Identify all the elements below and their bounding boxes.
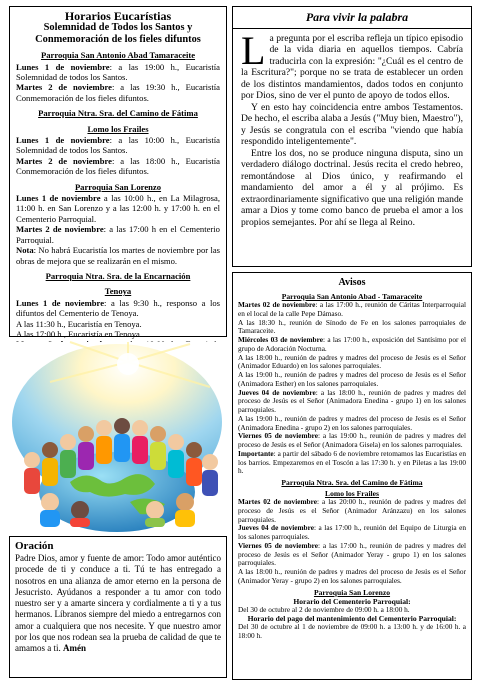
vivir-paragraph-3: Entre los dos, no se produce ninguna disputa, sino un verdadero diálogo doctrinal. Jesús recita el credo hebreo, remontándose al Dios único, y reafirmando el mandamiento del amor a él y al prójimo. Es extraordinariamente significativo que una religión mande amar a Dios y tome como banco de prueba el amor a los propios semejantes. Por ahí se llega al Reino. [241,147,463,228]
aviso-entry [238,432,466,450]
parish-heading: Parroquia San Lorenzo [74,181,162,192]
schedule-entry [16,193,220,224]
aviso-date: Jueves 04 de noviembre [238,387,316,397]
oracion-amen: Amén [63,643,86,654]
schedule-entry [16,245,220,266]
aviso-text: : a las 17:00 h., reunión de Cáritas Interparroquial en el local de la calle Pepe Dámaso. [238,300,466,318]
entry-date: Lunes 1 de noviembre [16,193,101,204]
schedule-entry [16,319,220,329]
vivir-paragraph-1: a pregunta por el escriba refleja un típico episodio de la vida diaria en aquellos tiempos. Cabría traducirla con la expresión: "¿Cuál es el centro de la Escritura?"; porque no se trata de establecer un orden de los distintos mandamientos, dados todos en conjunto por Dios, sino de ver el punto de apoyo de todos ellos. [241,32,463,101]
aviso-entry [238,450,466,476]
aviso-text: : a las 17:00 h., exposición del Santísimo por el grupo de Adoración Nocturna. [238,335,466,353]
entry-text: : No habrá Eucaristía los martes de noviembre por las obras de mejora que se realizarán en el mismo. [16,245,220,266]
schedule-entry [16,156,220,177]
entry-text: A las 17:00 h., Eucaristía en Tenoya. [16,328,142,339]
oracion-text [15,553,221,655]
entry-date: Nota [16,245,34,256]
entry-date: Martes 2 de noviembre [16,224,104,235]
aviso-entry [238,389,466,415]
parish-heading: Parroquia San Antonio Abad Tamaraceite [40,50,196,61]
aviso-entry [238,498,466,524]
horarios-subtitle: Solemnidad de Todos los Santos y Conmemoración de los fieles difuntos [35,22,201,45]
aviso-entry [238,415,466,433]
entry-date: Lunes 1 de noviembre [16,135,110,146]
oracion-title: Oración [15,540,54,552]
aviso-text: Del 30 de octubre al 2 de noviembre de 09:00 h. a 18:00 h. [238,604,410,614]
entry-date: Lunes 1 de noviembre [16,297,105,308]
avisos-box [232,272,472,680]
para-vivir-title: Para vivir la palabra [305,10,409,24]
entry-text: : a las 18:00 h., Eucaristía Conmemoración de los fieles difuntos. [16,155,220,177]
aviso-text: A las 19:00 h., reunión de padres y madres del proceso de Jesús es el Señor (Animadora Enedina - grupo 2) en los salones parroquiales. [238,413,466,432]
horarios-box [9,6,227,337]
aviso-entry [238,524,466,542]
entry-text: : a las 19:00 h., Eucaristía Solemnidad de todos los Santos. [16,61,220,82]
aviso-text: : a partir del sábado 6 de noviembre retomamos las Eucaristías en los barrios. Empezaremos en el Toscón a las 17:30 h. y en Piletas a las 19:00 h. [238,448,466,476]
aviso-entry [238,371,466,389]
horarios-title: Horarios Eucarístias [64,9,172,23]
entry-text: : a las 19:30 h., Eucaristía Conmemoración de los fieles difuntos. [16,82,220,103]
parish-subheading: Lomo los Frailes [87,123,149,134]
aviso-text: : a las 17:00 h., reunión de padres y madres del proceso de Jesús es el Señor (Animador Yeray - grupo 1) en los salones parroquiales. [238,540,466,568]
aviso-date: Martes 02 de noviembre [238,300,316,309]
entry-text: : a las 17:00 h en el Cementerio Parroquial. [16,224,220,245]
aviso-text: : a las 19:00 h., reunión de padres y madres del proceso de Jesús es el Señor (Animadora Gisela) en los salones parroquiales. [238,431,466,449]
aviso-text: : a las 18:00 h., reunión de padres y madres del proceso de Jesús es el Señor (Animadora Enedina - grupo 1) en los salones parroquiales. [238,387,467,414]
aviso-text: : a las 20:00 h., reunión de padres y madres del proceso de Jesús es el Señor (Animador Aránzazu) en los salones parroquiales. [238,497,466,524]
avisos-parish-heading: Lomo los Frailes [325,489,379,498]
avisos-parish-heading: Parroquia Ntra. Sra. del Camino de Fátima [281,478,423,487]
aviso-date: Martes 02 de noviembre [238,497,317,506]
entry-date: Martes 2 de noviembre [16,82,112,93]
avisos-blocks [238,292,466,641]
aviso-text: A las 18:00 h., reunión de padres y madres del proceso de Jesús es el Señor (Animador Yeray - grupo 2) en los salones parroquiales. [238,567,466,585]
aviso-text: A las 18:00 h., reunión de padres y madres del proceso de Jesús es el Señor (Animador Eduardo) en los salones parroquiales. [238,352,466,371]
oracion-body: Padre Dios, amor y fuente de amor: Todo amor auténtico procede de ti y conduce a ti. Tú te has entregado a nosotros en una alianza de amor eterno en la persona de Jesucristo. Ayúdanos a responder a tu amor con todo nuestro ser y a amarte sincera y cordialmente a ti y a tus hermanos. Líbranos siempre del miedo a entregarnos con amor a cualquiera que nos necesite. Y que nuestro amor por los que nos rodean sea la prueba de calidad de que te amamos a ti. [15,553,221,654]
entry-text: : a las 10:00 h., Eucaristía Solemnidad de todos los Santos. [16,135,220,156]
horarios-sections [16,50,220,360]
vivir-paragraph-2: Y en esto hay coincidencia entre ambos Testamentos. De hecho, el escriba alaba a Jesús ("Muy bien, Maestro"), y Jesús se congratula con el escriba "viendo que había respondido inteligentemente". [241,101,464,147]
parish-section [16,182,220,266]
parish-section [16,108,220,176]
aviso-entry [238,568,466,586]
aviso-entry [238,606,466,615]
aviso-text: A las 18:30 h., reunión de Sínodo de Fe en los salones parroquiales de Tamaraceite. [238,317,466,336]
aviso-date: Viernes 05 de noviembre [238,540,318,550]
aviso-entry [238,336,466,354]
parish-heading: Parroquia Ntra. Sra. del Camino de Fátima [38,108,198,119]
schedule-entry [16,82,220,103]
oracion-box [9,536,227,678]
aviso-entry [238,319,466,337]
entry-text: a las 10:00 h., en La Milagrosa, 11:00 h. en San Lorenzo y a las 12:00 h. y 17:00 h. en el Cementerio Parroquial. [16,193,220,224]
avisos-subheading: Horario del pago del mantenimiento del Cementerio Parroquial: [247,614,457,624]
avisos-subheading: Horario del Cementerio Parroquial: [293,596,411,606]
schedule-entry [16,298,220,319]
avisos-parish-heading: Parroquia San Lorenzo [313,587,391,597]
schedule-entry [16,224,220,245]
parish-heading: Parroquia Ntra. Sra. de la Encarnación [45,270,191,281]
aviso-text: : a las 17:00 h., reunión del Equipo de Liturgia en los salones parroquiales. [238,523,466,541]
entry-text: A las 11:30 h., Eucaristía en Tenoya. [16,318,142,329]
drop-cap: L [241,27,266,73]
para-vivir-box [232,6,472,267]
entry-date: Martes 2 de noviembre [16,155,112,166]
aviso-date: Jueves 04 de noviembre [238,523,314,533]
aviso-entry [238,354,466,372]
entry-text: : a las 9:30 h., responso a los difuntos del Cementerio de Tenoya. [16,297,220,319]
aviso-date: Miércoles 03 de noviembre [238,335,323,344]
parish-section [16,50,220,103]
parish-subheading: Tenoya [104,286,132,297]
aviso-text: A las 19:00 h., reunión de padres y madres del proceso de Jesús es el Señor (Animadora Esther) en los salones parroquiales. [238,370,466,388]
entry-date: Lunes 1 de noviembre [16,61,110,72]
aviso-date: Importante [238,448,274,458]
aviso-text: Del 30 de octubre al 1 de noviembre de 09:00 h. a 13:00 h. y de 16:00 h. a 18:00 h. [238,622,466,640]
avisos-title: Avisos [338,277,366,288]
aviso-entry [238,301,466,319]
title-divider [233,28,471,29]
aviso-date: Viernes 05 de noviembre [238,431,318,441]
children-around-globe-illustration [10,342,224,527]
schedule-entry [16,329,220,339]
aviso-entry [238,623,466,641]
aviso-entry [238,542,466,568]
avisos-parish-heading: Parroquia San Antonio Abad - Tamaraceite [281,292,423,301]
schedule-entry [16,135,220,156]
schedule-entry [16,62,220,83]
